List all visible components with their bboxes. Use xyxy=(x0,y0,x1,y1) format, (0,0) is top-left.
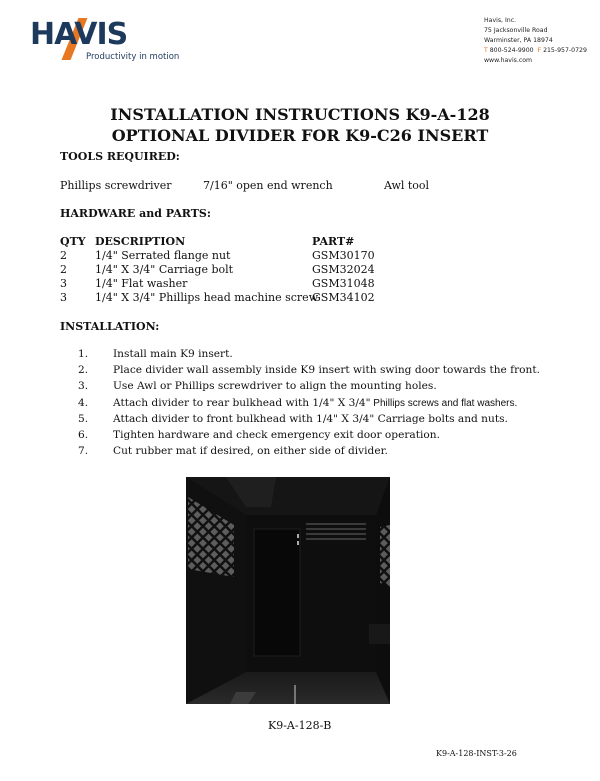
tool-item: Phillips screwdriver xyxy=(60,179,172,192)
step-number: 4. xyxy=(78,397,89,409)
step-text: Tighten hardware and check emergency exit door operation. xyxy=(113,429,440,441)
part-cell: GSM31048 xyxy=(312,277,375,290)
divider-installation-photo xyxy=(186,477,390,704)
part-cell: GSM32024 xyxy=(312,263,375,276)
fax-label: F xyxy=(537,47,542,54)
step-text: Attach divider to rear bulkhead with 1/4" X 3/4" xyxy=(113,397,371,409)
phone-label: T xyxy=(484,47,488,54)
step-number: 3. xyxy=(78,380,89,392)
city-state-zip: Warminster, PA 18974 xyxy=(484,37,553,44)
step-text: Attach divider to front bulkhead with 1/4" X 3/4" Carriage bolts and nuts. xyxy=(113,413,508,425)
step-number: 6. xyxy=(78,429,89,441)
phone-number: 800-524-9900 xyxy=(489,47,534,54)
figure-caption: K9-A-128-B xyxy=(268,719,332,732)
fax-number: 215-957-0729 xyxy=(543,47,587,54)
step-text: Install main K9 insert. xyxy=(113,348,233,360)
step-text-small: Phillips screws and flat washers. xyxy=(370,398,518,409)
logo-brand: HAVIS xyxy=(30,17,128,52)
description-cell: 1/4" X 3/4" Carriage bolt xyxy=(95,263,234,276)
hardware-heading: HARDWARE and PARTS: xyxy=(60,207,211,220)
phone-fax-line xyxy=(484,46,587,56)
step-text-wrapper xyxy=(113,395,517,412)
description-cell: 1/4" X 3/4" Phillips head machine screw xyxy=(95,291,319,304)
document-number: K9-A-128-INST-3-26 xyxy=(436,749,517,758)
company-name: Havis, Inc. xyxy=(484,17,517,24)
qty-cell: 3 xyxy=(60,291,67,304)
part-column-header: PART# xyxy=(312,235,355,248)
website: www.havis.com xyxy=(484,57,533,64)
havis-logo xyxy=(30,18,180,66)
qty-column-header: QTY xyxy=(60,235,86,248)
step-text: Use Awl or Phillips screwdriver to align the mounting holes. xyxy=(113,380,437,392)
tool-item: 7/16" open end wrench xyxy=(203,179,333,192)
company-address xyxy=(484,16,587,66)
installation-heading: INSTALLATION: xyxy=(60,320,160,333)
description-cell: 1/4" Flat washer xyxy=(95,277,188,290)
description-column-header: DESCRIPTION xyxy=(95,235,186,248)
step-text: Cut rubber mat if desired, on either side of divider. xyxy=(113,445,388,457)
kennel-interior-illustration xyxy=(186,477,390,704)
title-line-2: OPTIONAL DIVIDER FOR K9-C26 INSERT xyxy=(111,126,489,145)
title-line-1: INSTALLATION INSTRUCTIONS K9-A-128 xyxy=(110,105,490,124)
step-number: 2. xyxy=(78,364,89,376)
tools-heading: TOOLS REQUIRED: xyxy=(60,150,180,163)
part-cell: GSM34102 xyxy=(312,291,375,304)
step-number: 1. xyxy=(78,348,89,360)
street-address: 75 Jacksonville Road xyxy=(484,27,548,34)
logo-tagline: Productivity in motion xyxy=(86,52,180,62)
step-text: Place divider wall assembly inside K9 insert with swing door towards the front. xyxy=(113,364,540,376)
qty-cell: 2 xyxy=(60,249,67,262)
qty-cell: 3 xyxy=(60,277,67,290)
step-number: 7. xyxy=(78,445,89,457)
tool-item: Awl tool xyxy=(384,179,430,192)
qty-cell: 2 xyxy=(60,263,67,276)
description-cell: 1/4" Serrated flange nut xyxy=(95,249,231,262)
step-number: 5. xyxy=(78,413,89,425)
part-cell: GSM30170 xyxy=(312,249,375,262)
